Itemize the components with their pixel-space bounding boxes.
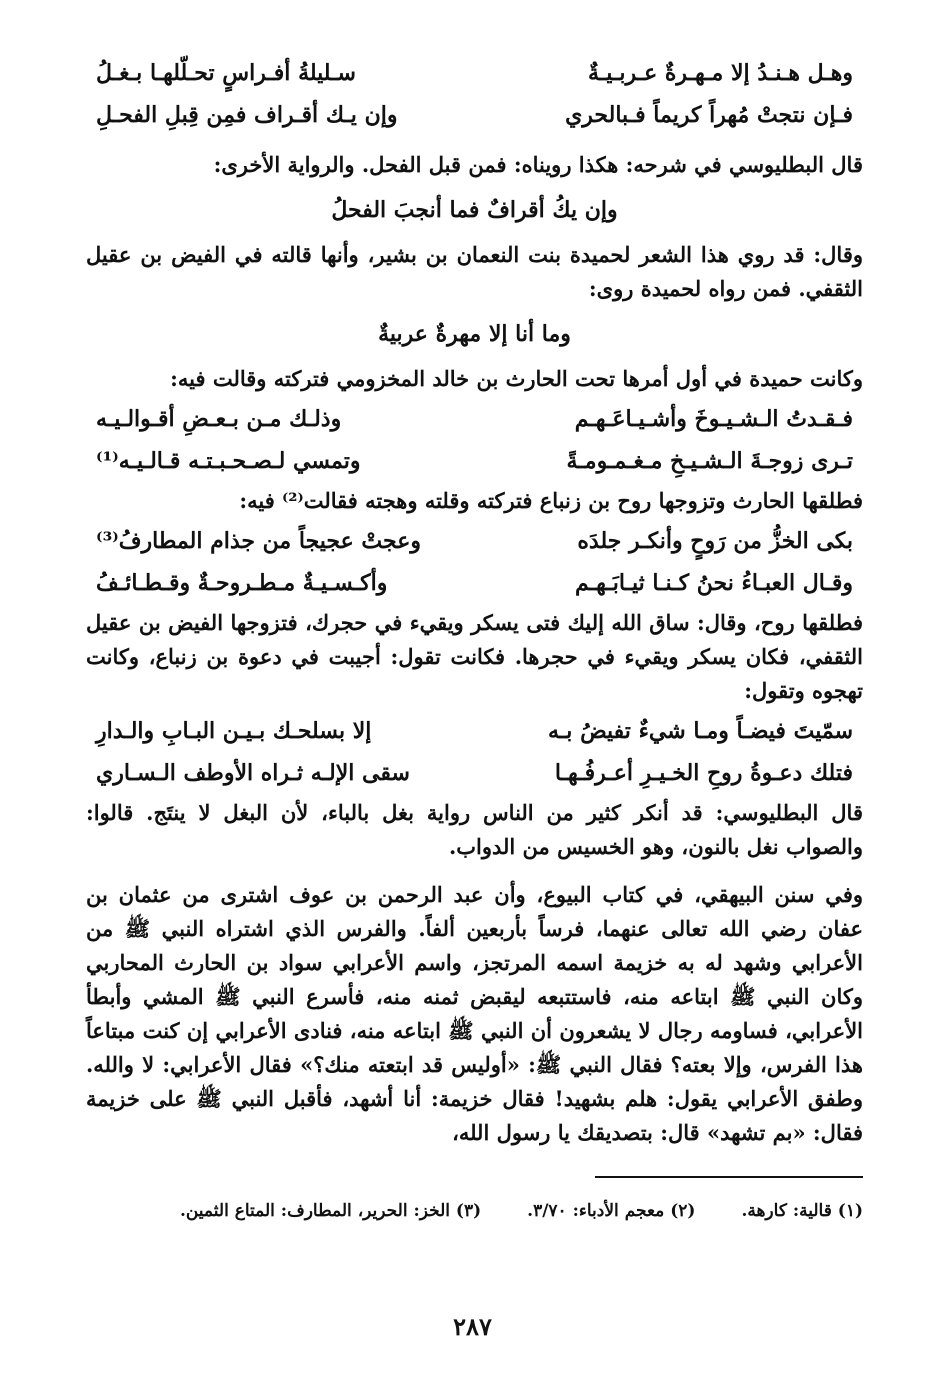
hemistich-second: وإن يـك أقـراف فمِن قِبلِ الفحـلِ	[96, 102, 398, 128]
paragraph: قال البطليوسي في شرحه: هكذا رويناه: فمن قبل الفحل. والرواية الأخرى:	[213, 152, 863, 177]
footnote: (١) قالية: كارهة.	[741, 1201, 863, 1221]
poem-verse	[86, 94, 863, 136]
hemistich-second: سـليلةُ أفـراسٍ تحـلّلهـا بـغـلُ	[96, 60, 356, 86]
paragraph: قال البطليوسي: قد أنكر كثير من الناس رواية بغل بالباء، لأن البغل لا ينتَج. قالوا: والصواب نغل بالنون، وهو الخسيس من الدواب.	[86, 800, 863, 859]
paragraph: وفي سنن البيهقي، في كتاب البيوع، وأن عبد الرحمن بن عوف اشترى من عثمان بن عفان رضي الله تعالى عنهما، فرساً بأربعين ألفاً. والفرس الذي اشتراه النبي ﷺ من الأعرابي وشهد له به خزيمة اسمه المرتجز، واسم الأعرابي سواد بن الحارث المحاربي وكان النبي ﷺ ابتاعه منه، فاستتبعه ليقبض ثمنه منه، فأسرع النبي ﷺ المشي وأبطأ الأعرابي، فساومه رجال لا يشعرون أن النبي ﷺ ابتاعه منه، فنادى الأعرابي إن كنت مبتاعاً هذا الفرس، وإلا بعته؟ فقال النبي ﷺ: «أوليس قد ابتعته منك؟» فقال الأعرابي: لا والله. وطفق الأعرابي يقول: هلم بشهيد! فقال خزيمة: أنا أشهد، فأقبل النبي ﷺ على خزيمة فقال: «بم تشهد» قال: بتصديقك يا رسول الله،	[86, 882, 863, 1145]
footnote: (٣) الخز: الحرير، المطارف: المتاع الثمين.	[179, 1201, 482, 1221]
page-number: ٢٨٧	[453, 1312, 492, 1341]
paragraph: فطلقها الحارث وتزوجها روح بن زنباع فتركته وقلته وهجته فقالت⁽²⁾ فيه:	[239, 488, 863, 513]
paragraph: وقال: قد روي هذا الشعر لحميدة بنت النعمان بن بشير، وأنها قالته في الفيض بن عقيل الثقفي. فمن رواه لحميدة روى:	[86, 242, 863, 301]
poem-verse	[86, 440, 863, 482]
paragraph: وكانت حميدة في أول أمرها تحت الحارث بن خالد المخزومي فتركته وقالت فيه:	[170, 366, 863, 391]
centered-verse: وإن يكُ أقرافٌ فما أنجبَ الفحلُ	[331, 197, 618, 223]
centered-verse: وما أنا إلا مهرةٌ عربيةٌ	[378, 321, 571, 347]
hemistich-second: إلا بسلحـك بـيـن البـابِ والـدارِ	[96, 718, 372, 744]
hemistich-first: تـرى زوجـةَ الـشـيـخِ مـغـمـومـةً	[566, 448, 853, 474]
footnote: (٢) معجم الأدباء: ٣/٧٠.	[527, 1201, 696, 1221]
hemistich-second: سقى الإلـه ثـراه الأوطف الـسـاري	[96, 760, 410, 786]
poem-verse	[86, 520, 863, 562]
hemistich-first: فـقـدتُ الـشـيـوخَ وأشـيـاعَـهـم	[574, 406, 853, 432]
hemistich-second: وذلـك مـن بـعـضِ أقـوالـيـه	[96, 406, 342, 432]
hemistich-first: سمّيتَ فيضـاً ومـا شيءٌ تفيضُ بـه	[548, 718, 853, 744]
hemistich-second: وتمسي لـصـحـبـتـه قـالـيـه⁽¹⁾	[96, 448, 361, 474]
hemistich-first: فتلك دعـوةُ روحِ الخـيـرِ أعـرفُـهـا	[554, 760, 853, 786]
paragraph: فطلقها روح، وقال: ساق الله إليك فتى يسكر ويقيء في حجرك، فتزوجها الفيض بن عقيل الثقفي، فكان يسكر ويقيء في حجرها. فكانت تقول: أجيبت في دعوة بن زنباع، وكانت تهجوه وتقول:	[86, 610, 863, 703]
footnote-divider	[595, 1176, 863, 1178]
hemistich-first: فـإن نتجتْ مُهراً كريماً فـبالحري	[565, 102, 853, 128]
hemistich-first: بكى الخزُّ من رَوحٍ وأنكـر جلدَه	[577, 528, 853, 554]
poem-verse	[86, 752, 863, 794]
hemistich-first: وقـال العبـاءُ نحنُ كـنـا ثيـابَـهـم	[575, 570, 853, 596]
poem-verse	[86, 710, 863, 752]
hemistich-first: وهـل هـنـدُ إلا مـهـرةٌ عـربـيـةٌ	[588, 60, 853, 86]
hemistich-second: وعجتْ عجيجاً من جذام المطارفُ⁽³⁾	[96, 528, 421, 554]
poem-verse	[86, 52, 863, 94]
footnotes	[86, 1196, 863, 1226]
hemistich-second: وأكـسـيـةٌ مـطـروحـةٌ وقـطـائـفُ	[96, 570, 388, 596]
poem-verse	[86, 398, 863, 440]
poem-verse	[86, 562, 863, 604]
